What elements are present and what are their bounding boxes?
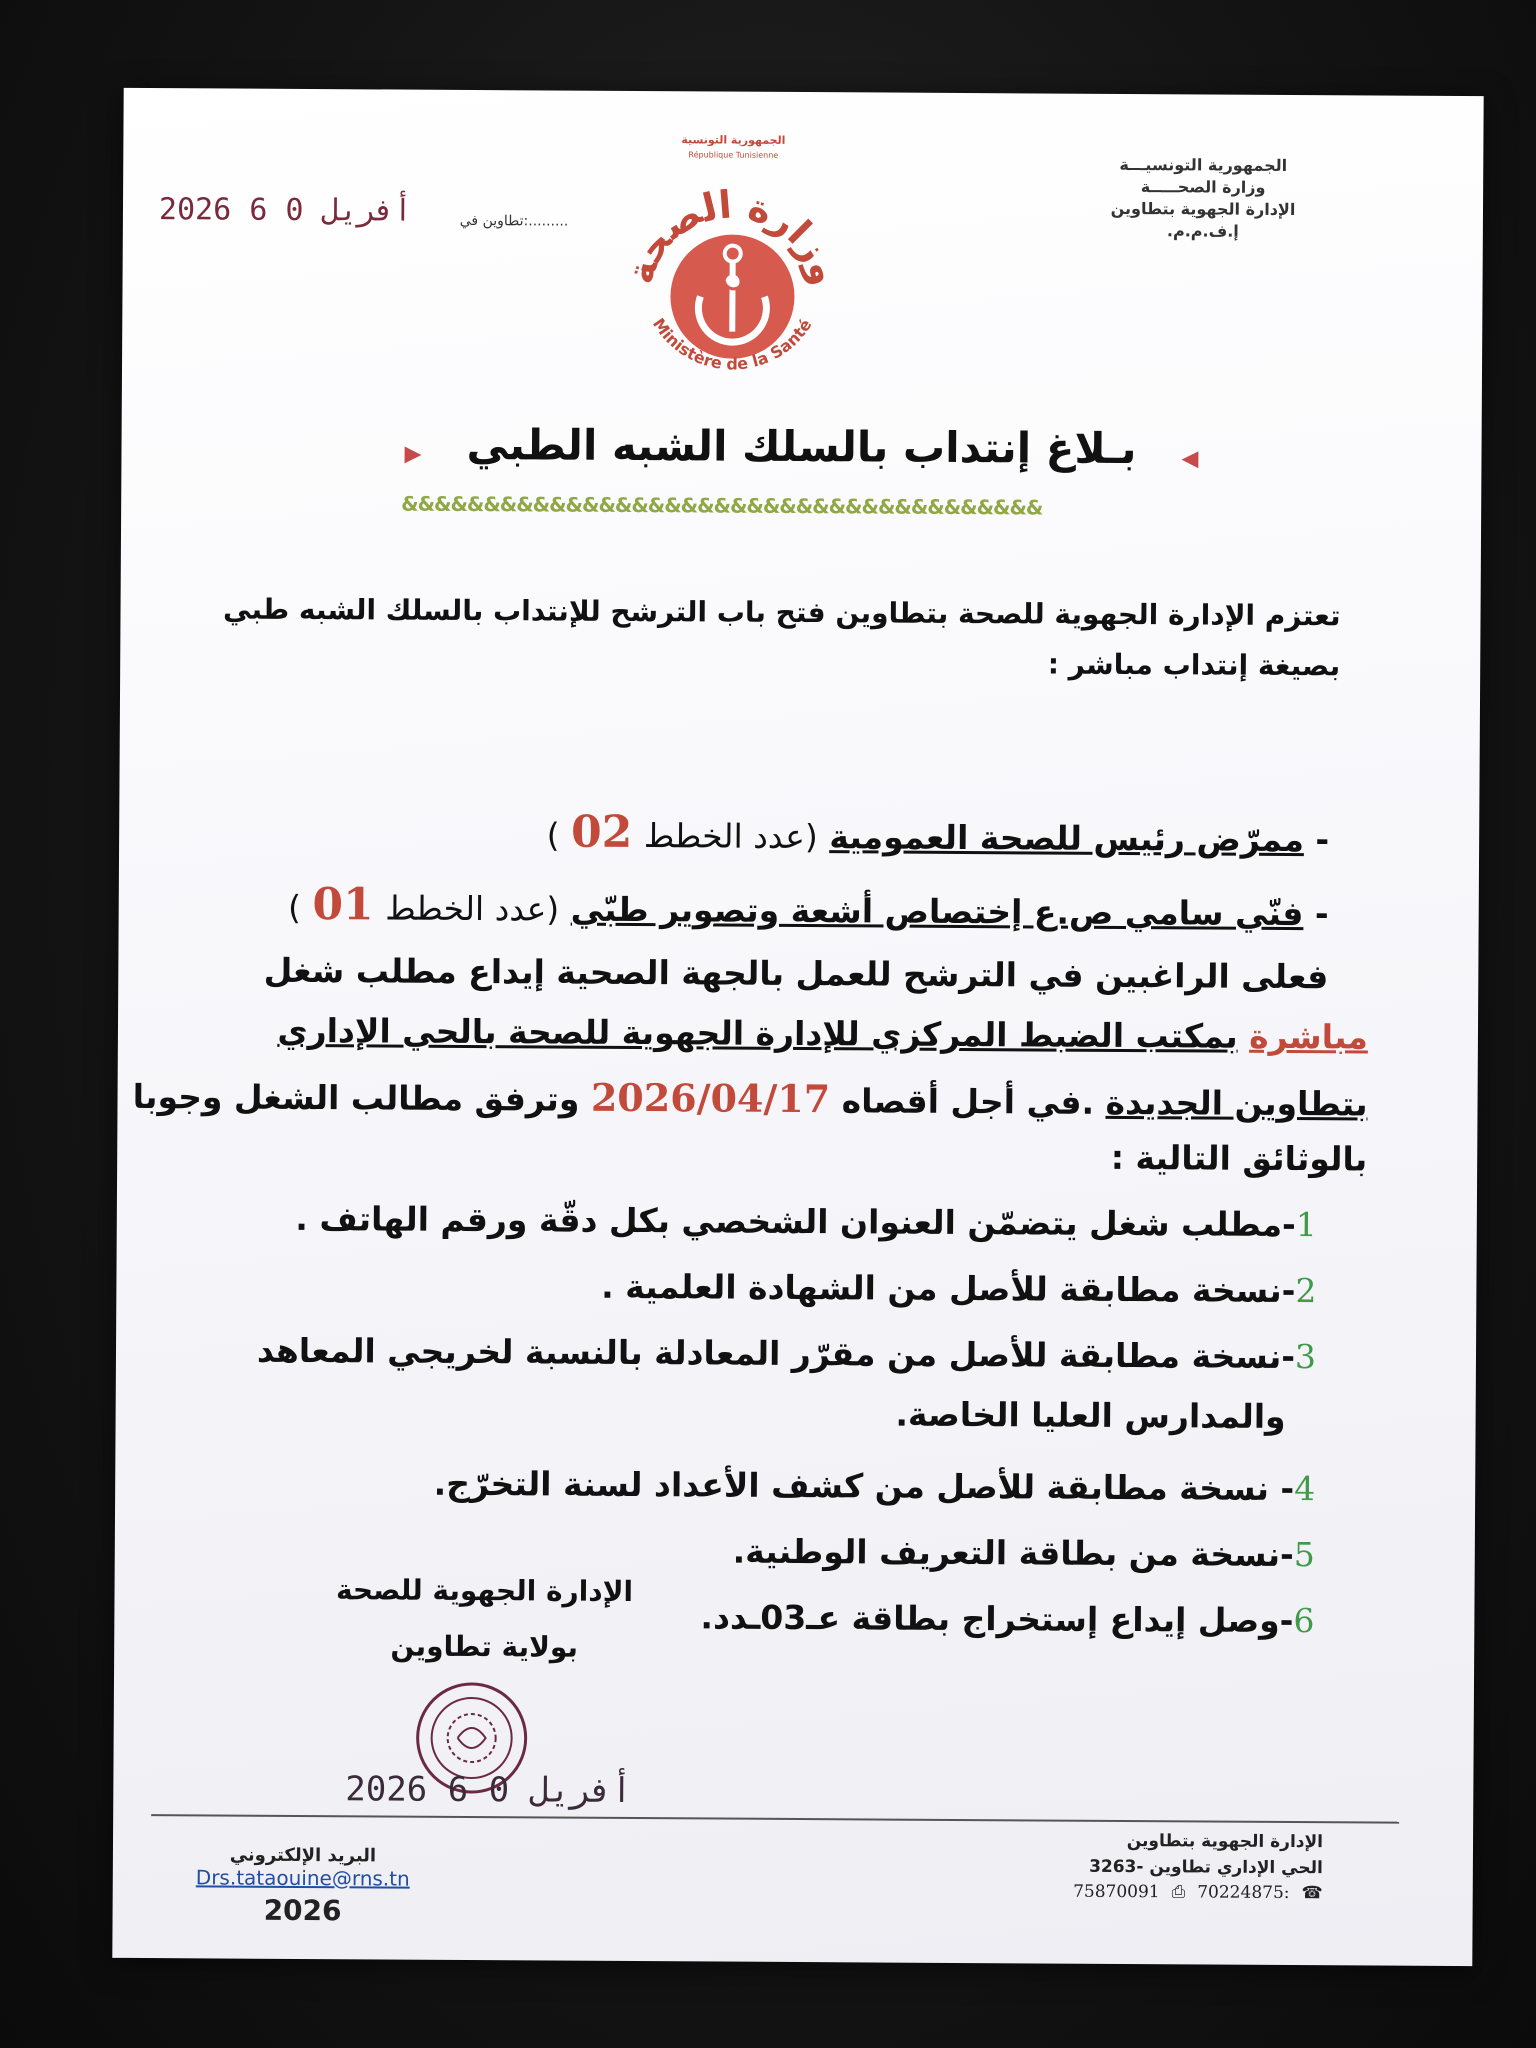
paragraph-office: بمكتب الضبط المركزي للإدارة الجهوية للصحة بالحي الإداري (277, 1010, 1238, 1056)
document-number: 1 (1295, 1205, 1317, 1245)
document-item-5 (733, 1532, 1315, 1575)
footer-address-line-2: الحي الإداري تطاوين -3263 (1089, 1856, 1323, 1879)
footer-address-line-1: الإدارة الجهوية بتطاوين (1126, 1831, 1324, 1853)
document-text: -نسخة من بطاقة التعريف الوطنية. (732, 1531, 1294, 1575)
post-count-close: ) (546, 815, 560, 855)
triangle-left-icon: ◀ (1181, 446, 1199, 472)
logo-arc-fr: Ministère de la Santé (648, 314, 816, 374)
date-label: تطاوين في:......... (459, 212, 569, 230)
document-number: 6 (1293, 1601, 1315, 1641)
document-item-2 (601, 1267, 1316, 1310)
header-line-ref: إ.ف.م.م. (1166, 221, 1239, 241)
document-item-3-continued: والمدارس العليا الخاصة. (895, 1394, 1286, 1436)
date-stamp: 2026 أفريل 0 6 (158, 192, 412, 229)
footer-contacts (1073, 1882, 1323, 1904)
email-label: البريد الإلكتروني (229, 1844, 377, 1867)
title-separator: &&&&&&&&&&&&&&&&&&&&&&&&&&&&&&&&&&&&&&& (401, 491, 1043, 520)
title-row (121, 418, 1481, 475)
post-item-nurse (547, 806, 1330, 862)
header-line-ministry: وزارة الصحـــــة (1140, 177, 1266, 197)
paragraph-deadline: 2026/04/17 (590, 1074, 831, 1122)
triangle-right-icon: ▶ (404, 441, 422, 467)
paragraph-deadline-label: .في أجل أقصاه (841, 1081, 1095, 1122)
signature-line-1: الإدارة الجهوية للصحة (335, 1573, 634, 1609)
header-line-country: الجمهورية التونسيـــة (1119, 154, 1288, 175)
footer-divider (151, 1814, 1399, 1824)
paragraph-line-4: بالوثائق التالية : (1110, 1137, 1368, 1179)
post-dash: - (1314, 894, 1329, 934)
document-text: -نسخة مطابقة للأصل من مقرّر المعادلة بالنسبة لخريجي المعاهد (256, 1330, 1296, 1377)
document-item-1 (295, 1199, 1317, 1244)
header-date (159, 192, 569, 230)
document-page (112, 88, 1483, 1966)
post-count-close: ) (288, 887, 302, 927)
email-link[interactable]: Drs.tataouine@rns.tn (195, 1865, 410, 1891)
post-count: 01 (312, 879, 374, 931)
paragraph-direct: مباشرة (1249, 1016, 1369, 1057)
document-text: - نسخة مطابقة للأصل من كشف الأعداد لسنة التخرّج. (433, 1463, 1295, 1509)
document-text: -نسخة مطابقة للأصل من الشهادة العلمية . (601, 1266, 1296, 1311)
post-count: 02 (570, 806, 633, 858)
announcement-title: بـلاغ إنتداب بالسلك الشبه الطبي (466, 419, 1137, 474)
document-item-4 (434, 1464, 1316, 1508)
document-text: -وصل إيداع إستخراج بطاقة عـ03ـدد. (700, 1597, 1294, 1641)
phone-icon: ☎ (1301, 1883, 1323, 1904)
paragraph-city: بتطاوين الجديدة (1105, 1082, 1368, 1124)
intro-paragraph: تعتزم الإدارة الجهوية للصحة بتطاوين فتح باب الترشح للإنتداب بالسلك الشبه طبي بصيغة إنتداب مباشر : (223, 592, 1341, 683)
document-number: 5 (1293, 1535, 1315, 1575)
footer-address (993, 1827, 1323, 1881)
document-text: -مطلب شغل يتضمّن العنوان الشخصي بكل دقّة ورقم الهاتف . (295, 1198, 1296, 1245)
phone-number: 70224875: (1197, 1882, 1290, 1904)
header-line-directorate: الإدارة الجهوية بتطاوين (1110, 198, 1296, 220)
paragraph-attach: وترفق مطالب الشغل وجوبا (132, 1076, 580, 1119)
logo-top-ar: الجمهورية التونسية (681, 133, 786, 147)
document-item-6 (700, 1597, 1314, 1640)
post-dash: - (1315, 820, 1330, 860)
post-count-label: (عدد الخطط (643, 816, 818, 857)
document-number: 2 (1295, 1271, 1317, 1311)
paragraph-line-2 (277, 1011, 1368, 1057)
logo-arc-ar: وزارة الصحة (617, 182, 848, 290)
post-count-label: (عدد الخطط (385, 888, 560, 929)
post-name: ممرّض رئيس للصحة العمومية (829, 817, 1305, 860)
paragraph-line-3 (133, 1072, 1368, 1125)
document-number: 4 (1294, 1469, 1316, 1509)
signature-date-stamp: 2026 أفريل 0 6 (345, 1769, 633, 1811)
document-item-3 (257, 1331, 1316, 1376)
signature-line-2: بولاية تطاوين (390, 1629, 579, 1664)
paragraph-line-1: فعلى الراغبين في الترشح للعمل بالجهة الصحية إيداع مطلب شغل (263, 950, 1329, 997)
fax-icon: ⎙ (1171, 1882, 1186, 1903)
logo-top-fr: République Tunisienne (688, 150, 779, 160)
post-item-radiology (288, 879, 1329, 936)
document-number: 3 (1294, 1337, 1317, 1377)
post-name: فنّي سامي ص.ع إختصاص أشعة وتصوير طبّي (570, 889, 1304, 934)
footer-year: 2026 (263, 1893, 342, 1928)
ministry-logo (612, 121, 854, 412)
header-institution-block (1073, 154, 1334, 244)
fax-number: 75870091 (1073, 1881, 1160, 1903)
footer-email-block (152, 1844, 452, 1928)
